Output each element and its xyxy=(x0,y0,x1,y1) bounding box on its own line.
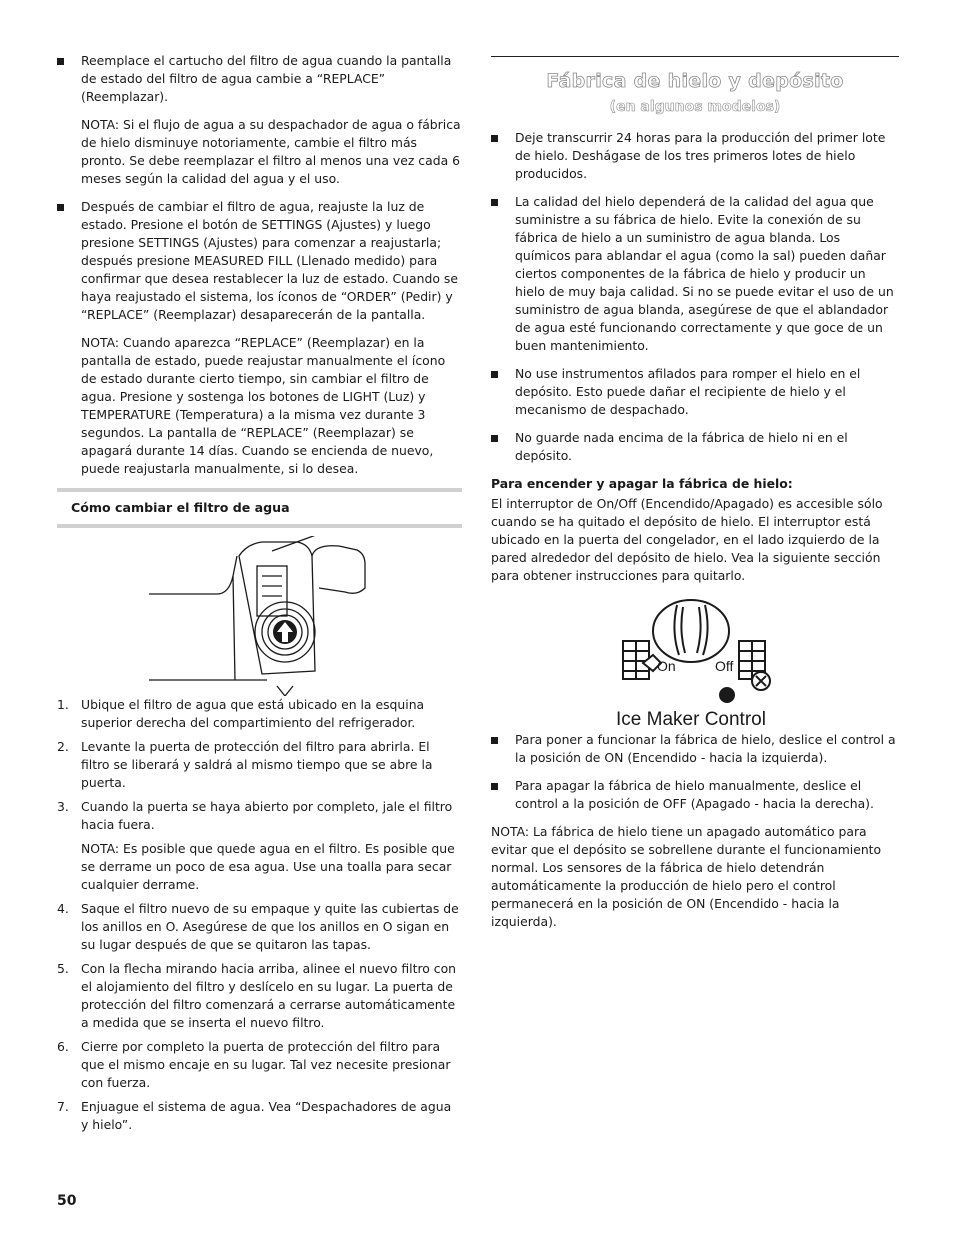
bullet-text: Después de cambiar el filtro de agua, reajuste la luz de estado. Presione el botón de SETTINGS (Ajustes) y luego presione SETTINGS (Ajustes) para comenzar a reajustarla; después presione MEASURED FILL (Llenado medido) para confirmar que desea restablecer la luz de estado. Cuando se haya reajustado el sistema, los íconos de “ORDER” (Pedir) y “REPLACE” (Reemplazar) desaparecerán de la pantalla. xyxy=(81,199,458,322)
step-list xyxy=(57,696,462,1134)
bullet-item xyxy=(491,731,899,767)
onoff-paragraph: El interruptor de On/Off (Encendido/Apagado) es accesible sólo cuando se ha quitado el depósito de hielo. El interruptor está ubicado en la puerta del congelador, en el lado izquierdo de la pared alrededor del depósito de hielo. Vea la siguiente sección para obtener instrucciones para quitarlo. xyxy=(491,496,883,583)
onoff-heading: Para encender y apagar la fábrica de hielo: xyxy=(491,476,793,491)
off-x-circle-icon xyxy=(752,672,770,690)
bullet-item xyxy=(57,52,462,106)
filter-illustration xyxy=(57,536,462,696)
step-text: Ubique el filtro de agua que está ubicado en la esquina superior derecha del compartimiento del refrigerador. xyxy=(81,697,425,730)
section-subtitle: (en algunos modelos) xyxy=(609,99,781,115)
bullet-text: Para poner a funcionar la fábrica de hielo, deslice el control a la posición de ON (Encendido - hacia la izquierda). xyxy=(515,732,896,765)
step-text: Saque el filtro nuevo de su empaque y quite las cubiertas de los anillos en O. Asegúrese de que los anillos en O sigan en su lugar después de que se quitaron las tapas. xyxy=(81,901,459,952)
bullet-item xyxy=(491,429,899,465)
section-title: Fábrica de hielo y depósito xyxy=(546,70,844,92)
bullet-text: La calidad del hielo dependerá de la calidad del agua que suministre a su fábrica de hielo. Evite la conexión de su fábrica de hielo a un suministro de agua blanda. Los químicos para ablandar el agua (como la sal) pueden dañar ciertos componentes de la fábrica de hielo y producir un hielo de muy baja calidad. Si no se puede evitar el uso de un suministro de agua blanda, asegúrese de que el ablandador de agua esté funcionando correctamente y que goce de un buen mantenimiento. xyxy=(515,194,894,353)
left-column xyxy=(57,52,462,1140)
bullet-text: No guarde nada encima de la fábrica de hielo ni en el depósito. xyxy=(515,430,848,463)
filter-diagram xyxy=(57,536,462,696)
list-item xyxy=(57,1098,462,1134)
switch-dot-icon xyxy=(719,687,735,703)
ice-bin-icon xyxy=(623,641,649,679)
subheading-band xyxy=(57,488,462,528)
list-item xyxy=(57,798,462,894)
step-number: 3. xyxy=(57,799,69,814)
list-item xyxy=(57,960,462,1032)
step-number: 2. xyxy=(57,739,69,754)
section-divider xyxy=(491,56,899,57)
list-item xyxy=(57,738,462,792)
ice-maker-switch-diagram xyxy=(491,593,899,731)
bullet-item xyxy=(491,365,899,419)
list-item xyxy=(57,1038,462,1092)
bullet-item xyxy=(491,193,899,355)
on-label: On xyxy=(657,658,676,674)
step-number: 1. xyxy=(57,697,69,712)
list-item xyxy=(57,696,462,732)
step-text: Cuando la puerta se haya abierto por completo, jale el filtro hacia fuera. xyxy=(81,799,453,832)
bullet-item xyxy=(57,198,462,324)
step-text: Con la flecha mirando hacia arriba, alinee el nuevo filtro con el alojamiento del filtro y deslícelo en su lugar. La puerta de protección del filtro comenzará a cerrarse automáticamente a medida que se inserta el nuevo filtro. xyxy=(81,961,457,1030)
bullet-item xyxy=(491,129,899,183)
right-column xyxy=(491,52,899,939)
subheading: Cómo cambiar el filtro de agua xyxy=(71,500,290,515)
step-text: Cierre por completo la puerta de protección del filtro para que el mismo encaje en su lugar. Tal vez necesite presionar con fuerza. xyxy=(81,1039,451,1090)
step-text: Levante la puerta de protección del filtro para abrirla. El filtro se liberará y saldrá al mismo tiempo que se abre la puerta. xyxy=(81,739,433,790)
off-label: Off xyxy=(715,658,734,674)
arrow-up-icon xyxy=(273,620,297,644)
bullet-text: Reemplace el cartucho del filtro de agua cuando la pantalla de estado del filtro de agua cambie a “REPLACE” (Reemplazar). xyxy=(81,53,452,104)
page-number: 50 xyxy=(57,1193,77,1209)
bullet-text: Para apagar la fábrica de hielo manualmente, deslice el control a la posición de OFF (Apagado - hacia la derecha). xyxy=(515,778,874,811)
note-paragraph: NOTA: Si el flujo de agua a su despachador de agua o fábrica de hielo disminuye notoriamente, cambie el filtro más pronto. Se debe reemplazar el filtro al menos una vez cada 6 meses según la calidad del agua y el uso. xyxy=(81,117,461,186)
step-number: 4. xyxy=(57,901,69,916)
step-number: 5. xyxy=(57,961,69,976)
step-number: 6. xyxy=(57,1039,69,1054)
bullet-text: Deje transcurrir 24 horas para la producción del primer lote de hielo. Deshágase de los tres primeros lotes de hielo producidos. xyxy=(515,130,886,181)
step-text: Enjuague el sistema de agua. Vea “Despachadores de agua y hielo”. xyxy=(81,1099,452,1132)
list-item xyxy=(57,900,462,954)
note-paragraph: NOTA: Cuando aparezca “REPLACE” (Reemplazar) en la pantalla de estado, puede reajustar manualmente el ícono de estado durante cierto tiempo, sin cambiar el filtro de agua. Presione y sostenga los botones de LIGHT (Luz) y TEMPERATURE (Temperatura) a la misma vez durante 3 segundos. La pantalla de “REPLACE” (Reemplazar) se apagará durante 14 días. Cuando se encienda de nuevo, puede reajustarla manualmente, si lo desea. xyxy=(81,335,446,476)
ice-maker-control-figure xyxy=(491,593,899,731)
step-note: NOTA: Es posible que quede agua en el filtro. Es posible que se derrame un poco de esa agua. Use una toalla para secar cualquier derrame. xyxy=(81,841,455,892)
figure-caption: Ice Maker Control xyxy=(616,709,766,730)
bullet-text: No use instrumentos afilados para romper el hielo en el depósito. Esto puede dañar el recipiente de hielo y el mecanismo de despachado. xyxy=(515,366,861,417)
note-paragraph: NOTA: La fábrica de hielo tiene un apagado automático para evitar que el depósito se sobrellene durante el funcionamiento normal. Los sensores de la fábrica de hielo detendrán automáticamente la producción de hielo pero el control permanecerá en la posición de ON (Encendido - hacia la izquierda). xyxy=(491,824,882,929)
step-number: 7. xyxy=(57,1099,69,1114)
bullet-item xyxy=(491,777,899,813)
